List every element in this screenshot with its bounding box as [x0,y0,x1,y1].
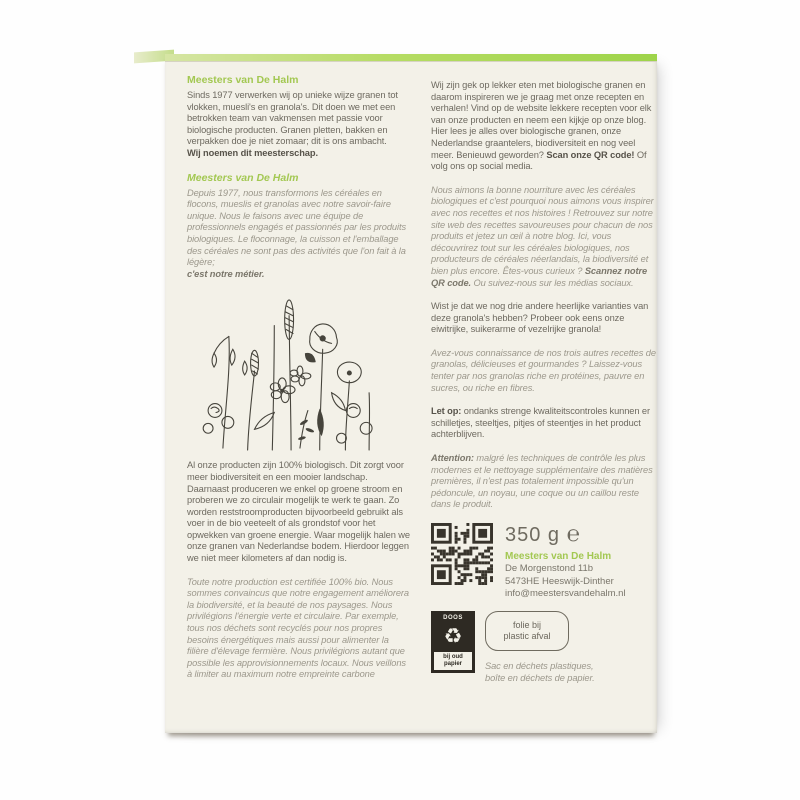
brand-heading-nl: Meesters van De Halm [187,74,299,86]
paper-label-line2: papier [443,660,462,667]
product-info-row [431,523,657,601]
sustainability-paragraph-nl: Al onze producten zijn 100% biologisch. Dit zorgt voor meer biodiversiteit en een mooier landschap. Daarnaast produceren we enkel op groene stroom en proberen we zo circulair mogelijk te werk te gaan. Zo worden reststroomproducten bijvoorbeeld gebruikt als voer in de bio veeteelt of als grondstof voor het opwekken van groene energie. Waar mogelijk halen we onze granen van Nederlandse bodem. Hierdoor leggen we niet meer kilometers af dan nodig is. [187,460,410,564]
intro-paragraph-nl [187,90,410,160]
box-top-edge [165,54,657,62]
intro-text-fr: Depuis 1977, nous transformons les céréales en flocons, mueslis et granolas avec notre savoir-faire unique. Nous le faisons avec une équipe de professionnels engagés et passionnés par les produits biologiques. Le floconnage, la cuisson et l'emballage des céréales ne sont pas des activités que l'on fait à la légère; [187,187,407,268]
recycling-arrows-icon: ♻ [443,624,463,648]
variants-paragraph-nl: Wist je dat we nog drie andere heerlijke varianties van deze granola's hebben? Probeer ook eens onze eiwitrijke, suikerarme of vezelrijke granola! [431,301,649,335]
intro-text-nl: Sinds 1977 verwerken wij op unieke wijze granen tot vlokken, muesli's en granola's. Dit doen we met een betrokken team van vakmensen met passie voor biologische producten. Granen pletten, bakken en verpakken doe je niet zomaar; dit is ons ambacht. [187,90,398,147]
recipes-tail-nl: Of volg ons op social media. [431,149,647,172]
recipes-text-fr: Nous aimons la bonne nourriture avec les céréales biologiques et c'est pourquoi nous aimons vous inspirer avec nos recettes et nos histoires ! Retrouvez sur notre site web des recettes savoureuses pour chacun de nos produits et jetez un œil à notre blog. Ici, vous découvrirez tout sur les céréales biologiques, nos producteurs de céréales néerlandais, la biodiversité et bien plus encore. Êtes-vous curieux ? [431,184,654,276]
scan-qr-bold-fr: Scannez notre QR code. [431,265,648,288]
left-column [187,74,410,693]
recycling-caption-line2: boîte en déchets de papier. [485,673,595,683]
address-city: 5473HE Heeswijk-Dinther [505,575,614,587]
right-column [431,80,657,685]
recipes-text-nl: Wij zijn gek op lekker eten met biologische granen en daarom inspireren we je graag met onze recepten en verhalen! Vind op de website lekkere recepten voor elk van onze producten en neem een kijkje op onze blog. Hier lees je alles over biologische granen, onze Nederlandse graantelers, biodiversiteit en nog veel meer. Benieuwd geworden? [431,80,652,160]
scan-qr-bold-nl: Scan onze QR code! [546,149,635,160]
paper-label-line1: bij oud [443,653,463,660]
recipes-paragraph-fr [431,185,657,289]
product-info [505,523,626,601]
net-weight [505,523,626,546]
warning-paragraph-fr [431,453,657,511]
recipes-tail-fr: Ou suivez-nous sur les médias sociaux. [471,277,634,288]
sustainability-paragraph-fr: Toute notre production est certifiée 100% bio. Nous sommes convaincus que notre engagement améliorera la biodiversité, et la beauté de nos paysages. Nous privilégions l'énergie verte et circulaire. Par exemple, tous nos déchets sont recyclés pour nos propres besoins énergétiques mais aussi pour alimenter la filière d'élevage fermière. Nous privilégions autant que possible les approvisionnements locaux. Nous veillons à limiter au maximum notre empreinte carbone [187,576,409,680]
warning-lead-nl: Let op: [431,406,462,417]
intro-bold-fr: c'est notre métier. [187,268,265,279]
estimated-sign: ℮ [566,521,581,546]
intro-paragraph-fr [187,188,410,281]
wildflowers-illustration [193,292,401,452]
recycling-caption-fr [485,660,595,685]
recipes-paragraph-nl [431,80,657,173]
warning-paragraph-nl [431,406,657,441]
warning-text-fr: malgré les techniques de contrôle les plus modernes et le nettoyage supplémentaire des matières premières, il n'est pas totalement impossible qu'un pédoncule, un noyau, une coque ou un caillou reste dans le produit. [431,453,653,510]
brand-heading-fr: Meesters van De Halm [187,171,299,184]
address-street: De Morgenstond 11b [505,563,594,574]
producer-brand: Meesters van De Halm [505,551,612,562]
foil-recycle-label [485,611,569,651]
address-email: info@meestersvandehalm.nl [505,588,626,599]
foil-recycle-block [485,611,595,685]
intro-bold-nl: Wij noemen dit meesterschap. [187,147,318,158]
paper-recycle-title: DOOS [443,614,463,621]
warning-text-nl: ondanks strenge kwaliteitscontroles kunnen er schilletjes, steeltjes, pitjes of steentjes in het product achterblijven. [431,406,650,440]
paper-recycle-icon [431,611,475,673]
qr-code [431,523,493,585]
foil-label-line1: folie bij [512,619,541,630]
package-back-panel [165,54,657,733]
recycling-caption-line1: Sac en déchets plastiques, [485,660,594,671]
foil-label-line2: plastic afval [503,630,551,641]
paper-recycle-label [434,652,472,670]
warning-lead-fr: Attention: [431,453,474,464]
variants-paragraph-fr: Avez-vous connaissance de nos trois autres recettes de granolas, délicieuses et gourmandes ? Laissez-vous tenter par nos granolas riche en protéines, pauvre en sucres, ou riche en fibres. [431,347,656,393]
recycling-row [431,611,657,685]
weight-value: 350 g [505,524,561,546]
